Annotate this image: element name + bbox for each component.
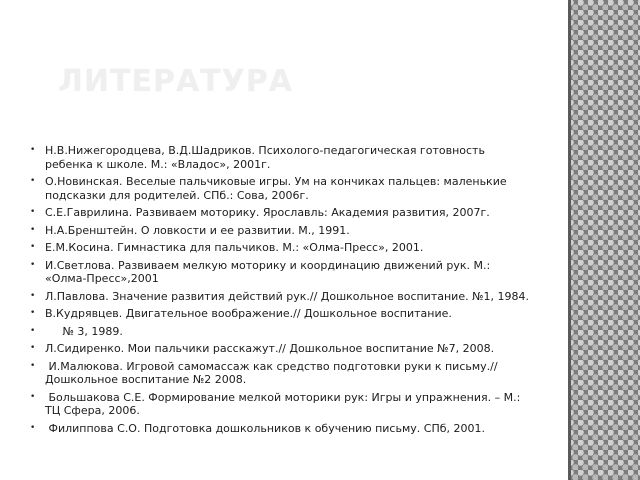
bullet-icon: • <box>30 259 36 270</box>
reference-item <box>30 391 530 418</box>
reference-item <box>30 290 530 304</box>
bullet-icon: • <box>30 290 36 301</box>
reference-text: О.Новинская. Веселые пальчиковые игры. Ум на кончиках пальцев: маленькие подсказки для родителей. СПб.: Сова, 2006г. <box>45 175 511 202</box>
bullet-icon: • <box>30 308 36 318</box>
reference-item <box>30 241 530 255</box>
reference-text: Л.Павлова. Значение развития действий рук.// Дошкольное воспитание. №1, 1984. <box>45 289 530 303</box>
reference-item <box>30 325 530 339</box>
bullet-icon: • <box>30 224 36 235</box>
reference-item <box>30 175 530 202</box>
reference-text: Большакова С.Е. Формирование мелкой моторики рук: Игры и упражнения. – М.: ТЦ Сфера, 2006. <box>45 390 524 417</box>
reference-text: И.Малюкова. Игровой самомассаж как средство подготовки руки к письму.// Дошкольное воспитание №2 2008. <box>45 359 502 386</box>
reference-text: Л.Сидиренко. Мои пальчики расскажут.// Дошкольное воспитание №7, 2008. <box>45 342 495 355</box>
reference-text: Филиппова С.О. Подготовка дошкольников к обучению письму. СПб, 2001. <box>45 421 485 435</box>
reference-text: Е.М.Косина. Гимнастика для пальчиков. М.: «Олма-Пресс», 2001. <box>45 241 424 254</box>
reference-text: № 3, 1989. <box>45 324 123 338</box>
reference-item <box>30 224 530 238</box>
reference-item <box>30 206 530 220</box>
reference-item <box>30 259 530 286</box>
reference-text: Н.А.Бренштейн. О ловкости и ее развитии. М., 1991. <box>45 223 350 237</box>
reference-item <box>30 360 530 387</box>
bullet-icon: • <box>30 176 36 186</box>
reference-item <box>30 422 530 436</box>
reference-text: С.Е.Гаврилина. Развиваем моторику. Ярославль: Академия развития, 2007г. <box>45 206 490 219</box>
slide-title: ЛИТЕРАТУРА <box>58 64 293 99</box>
bullet-icon: • <box>30 422 36 433</box>
reference-item <box>30 342 530 356</box>
bullet-icon: • <box>30 343 36 353</box>
reference-text: И.Светлова. Развиваем мелкую моторику и координацию движений рук. М.: «Олма-Пресс»,2001 <box>45 258 494 285</box>
reference-text: Н.В.Нижегородцева, В.Д.Шадриков. Психолого-педагогическая готовность ребенка к школе. М.: «Владос», 2001г. <box>45 144 489 171</box>
bullet-icon: • <box>30 325 36 336</box>
reference-item <box>30 144 530 171</box>
reference-item <box>30 307 530 321</box>
decorative-side-panel <box>568 0 640 480</box>
bullet-icon: • <box>30 145 36 155</box>
reference-list <box>30 144 530 439</box>
reference-text: В.Кудрявцев. Двигательное воображение.// Дошкольное воспитание. <box>45 307 452 320</box>
bullet-icon: • <box>30 242 36 252</box>
bullet-icon: • <box>30 360 36 371</box>
bullet-icon: • <box>30 207 36 217</box>
bullet-icon: • <box>30 391 36 402</box>
